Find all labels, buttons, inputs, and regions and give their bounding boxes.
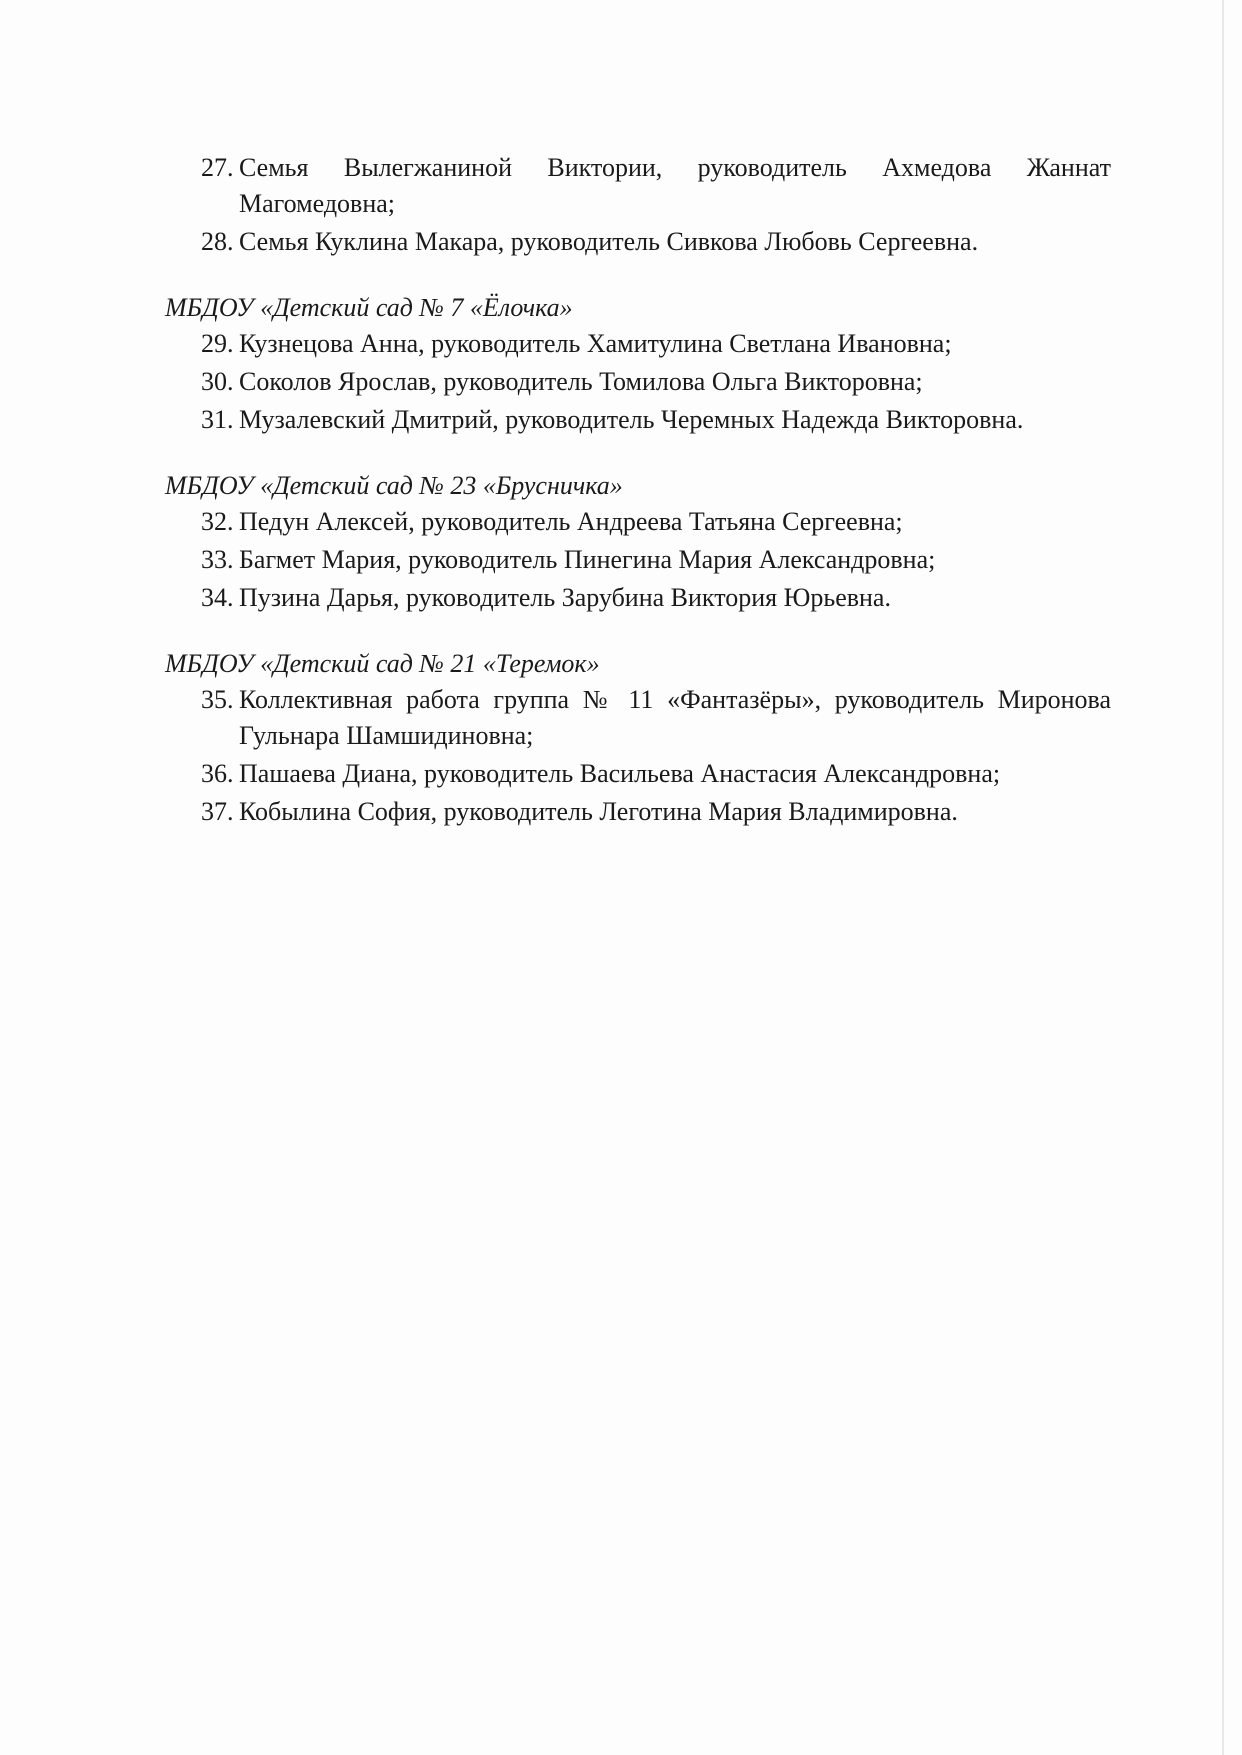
list-item: [165, 682, 1111, 754]
participant-group: [165, 646, 1111, 830]
item-text: Пашаева Диана, руководитель Васильева Анастасия Александровна;: [239, 759, 1001, 788]
item-text: Соколов Ярослав, руководитель Томилова Ольга Викторовна;: [239, 367, 923, 396]
item-number: 34.: [201, 583, 234, 612]
participant-group: [165, 290, 1111, 438]
list-item: [165, 794, 1111, 830]
institution-heading: МБДОУ «Детский сад № 21 «Теремок»: [165, 649, 600, 678]
list-item: [165, 542, 1111, 578]
item-number: 36.: [201, 759, 234, 788]
item-number: 33.: [201, 545, 234, 574]
document-body: [165, 150, 1111, 860]
item-number: 29.: [201, 329, 234, 358]
item-text: Семья Куклина Макара, руководитель Сивкова Любовь Сергеевна.: [239, 227, 979, 256]
item-text: Кобылина София, руководитель Леготина Мария Владимировна.: [239, 797, 958, 826]
participant-group: [165, 468, 1111, 616]
item-text: Музалевский Дмитрий, руководитель Черемных Надежда Викторовна.: [239, 405, 1024, 434]
participant-list: [165, 326, 1111, 438]
list-item: [165, 580, 1111, 616]
item-number: 30.: [201, 367, 234, 396]
item-text: Семья Вылегжаниной Виктории, руководитель Ахмедова Жаннат Магомедовна;: [239, 153, 1111, 218]
item-number: 31.: [201, 405, 234, 434]
item-text: Педун Алексей, руководитель Андреева Татьяна Сергеевна;: [239, 507, 903, 536]
item-number: 37.: [201, 797, 234, 826]
item-text: Багмет Мария, руководитель Пинегина Мария Александровна;: [239, 545, 936, 574]
list-item: [165, 150, 1111, 222]
institution-heading: МБДОУ «Детский сад № 23 «Брусничка»: [165, 471, 623, 500]
participant-list: [165, 682, 1111, 830]
participant-list: [165, 150, 1111, 260]
scan-edge-line: [1222, 0, 1224, 1755]
participant-group: [165, 150, 1111, 260]
item-number: 32.: [201, 507, 234, 536]
item-number: 27.: [201, 153, 234, 182]
list-item: [165, 756, 1111, 792]
institution-heading: МБДОУ «Детский сад № 7 «Ёлочка»: [165, 293, 573, 322]
list-item: [165, 224, 1111, 260]
item-number: 35.: [201, 685, 234, 714]
item-text: Кузнецова Анна, руководитель Хамитулина Светлана Ивановна;: [239, 329, 952, 358]
list-item: [165, 326, 1111, 362]
participant-list: [165, 504, 1111, 616]
list-item: [165, 364, 1111, 400]
item-text: Пузина Дарья, руководитель Зарубина Виктория Юрьевна.: [239, 583, 891, 612]
list-item: [165, 402, 1111, 438]
list-item: [165, 504, 1111, 540]
item-number: 28.: [201, 227, 234, 256]
item-text: Коллективная работа группа № 11 «Фантазёры», руководитель Миронова Гульнара Шамшидиновна;: [239, 685, 1111, 750]
